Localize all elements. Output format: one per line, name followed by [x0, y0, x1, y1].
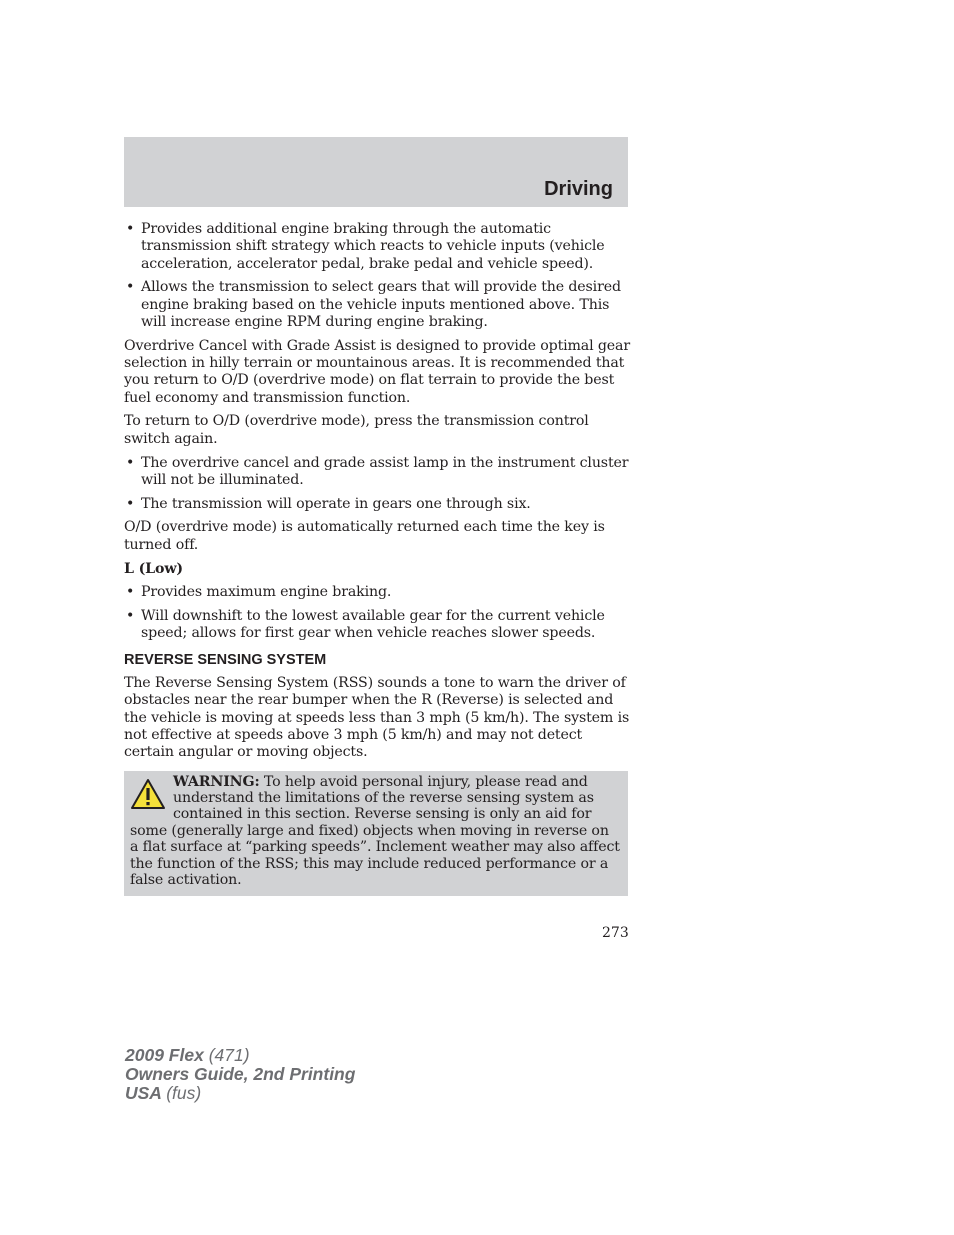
- warning-text: To help avoid personal injury, please read and understand the limitations of the reverse sensing system as contained in this section. Reverse sensing is only an aid for some (generally large and fixed) objects when moving in reverse on a flat surface at “parking speeds”. Inclement weather may also affect the function of the RSS; this may include reduced performance or a false activation.: [130, 773, 620, 888]
- section-header-band: [124, 137, 628, 207]
- low-gear-heading: L (Low): [124, 560, 183, 577]
- rss-heading: REVERSE SENSING SYSTEM: [124, 651, 327, 668]
- page-content: [124, 221, 630, 896]
- footer-line-market: USA (fus): [125, 1083, 202, 1103]
- list-item: • The transmission will operate in gears one through six.: [126, 495, 531, 512]
- footer-doc-info: [125, 1046, 355, 1103]
- paragraph-rss-intro: The Reverse Sensing System (RSS) sounds a tone to warn the driver of obstacles near the rear bumper when the R (Reverse) is selected and the vehicle is moving at speeds less than 3 mph (5 km/h). The system is not effective at speeds above 3 mph (5 km/h) and may not detect certain angular or moving objects.: [124, 675, 630, 761]
- footer-line-model: 2009 Flex (471): [125, 1045, 250, 1065]
- list-item: • Provides maximum engine braking.: [126, 584, 392, 601]
- footer-line-guide: Owners Guide, 2nd Printing: [125, 1064, 356, 1084]
- list-item: • Allows the transmission to select gears that will provide the desired engine braking based on the vehicle inputs mentioned above. This will increase engine RPM during engine braking.: [126, 279, 621, 330]
- bullet-icon: •: [126, 584, 135, 601]
- paragraph-od-auto: O/D (overdrive mode) is automatically returned each time the key is turned off.: [124, 519, 605, 553]
- page-number: 273: [602, 925, 629, 941]
- bullet-icon: •: [126, 279, 135, 296]
- bullet-icon: •: [126, 608, 135, 625]
- list-item: • The overdrive cancel and grade assist lamp in the instrument cluster will not be illuminated.: [126, 454, 629, 488]
- bullet-list-engine-braking: [124, 221, 630, 331]
- paragraph-overdrive-cancel: Overdrive Cancel with Grade Assist is designed to provide optimal gear selection in hilly terrain or mountainous areas. It is recommended that you return to O/D (overdrive mode) on flat terrain to provide the best fuel economy and transmission function.: [124, 337, 630, 406]
- warning-box: [124, 771, 628, 897]
- bullet-list-od-return: [124, 455, 630, 513]
- bullet-icon: •: [126, 454, 135, 471]
- paragraph-return-od: To return to O/D (overdrive mode), press the transmission control switch again.: [124, 413, 589, 447]
- list-item: • Will downshift to the lowest available gear for the current vehicle speed; allows for first gear when vehicle reaches slower speeds.: [126, 608, 605, 642]
- list-item: • Provides additional engine braking through the automatic transmission shift strategy which reacts to vehicle inputs (vehicle acceleration, accelerator pedal, brake pedal and vehicle speed).: [126, 221, 605, 272]
- warning-triangle-icon: [130, 778, 166, 810]
- warning-label: WARNING:: [173, 773, 260, 790]
- section-title: Driving: [544, 178, 613, 200]
- bullet-list-low: [124, 584, 630, 642]
- bullet-icon: •: [126, 221, 135, 237]
- bullet-icon: •: [126, 495, 135, 512]
